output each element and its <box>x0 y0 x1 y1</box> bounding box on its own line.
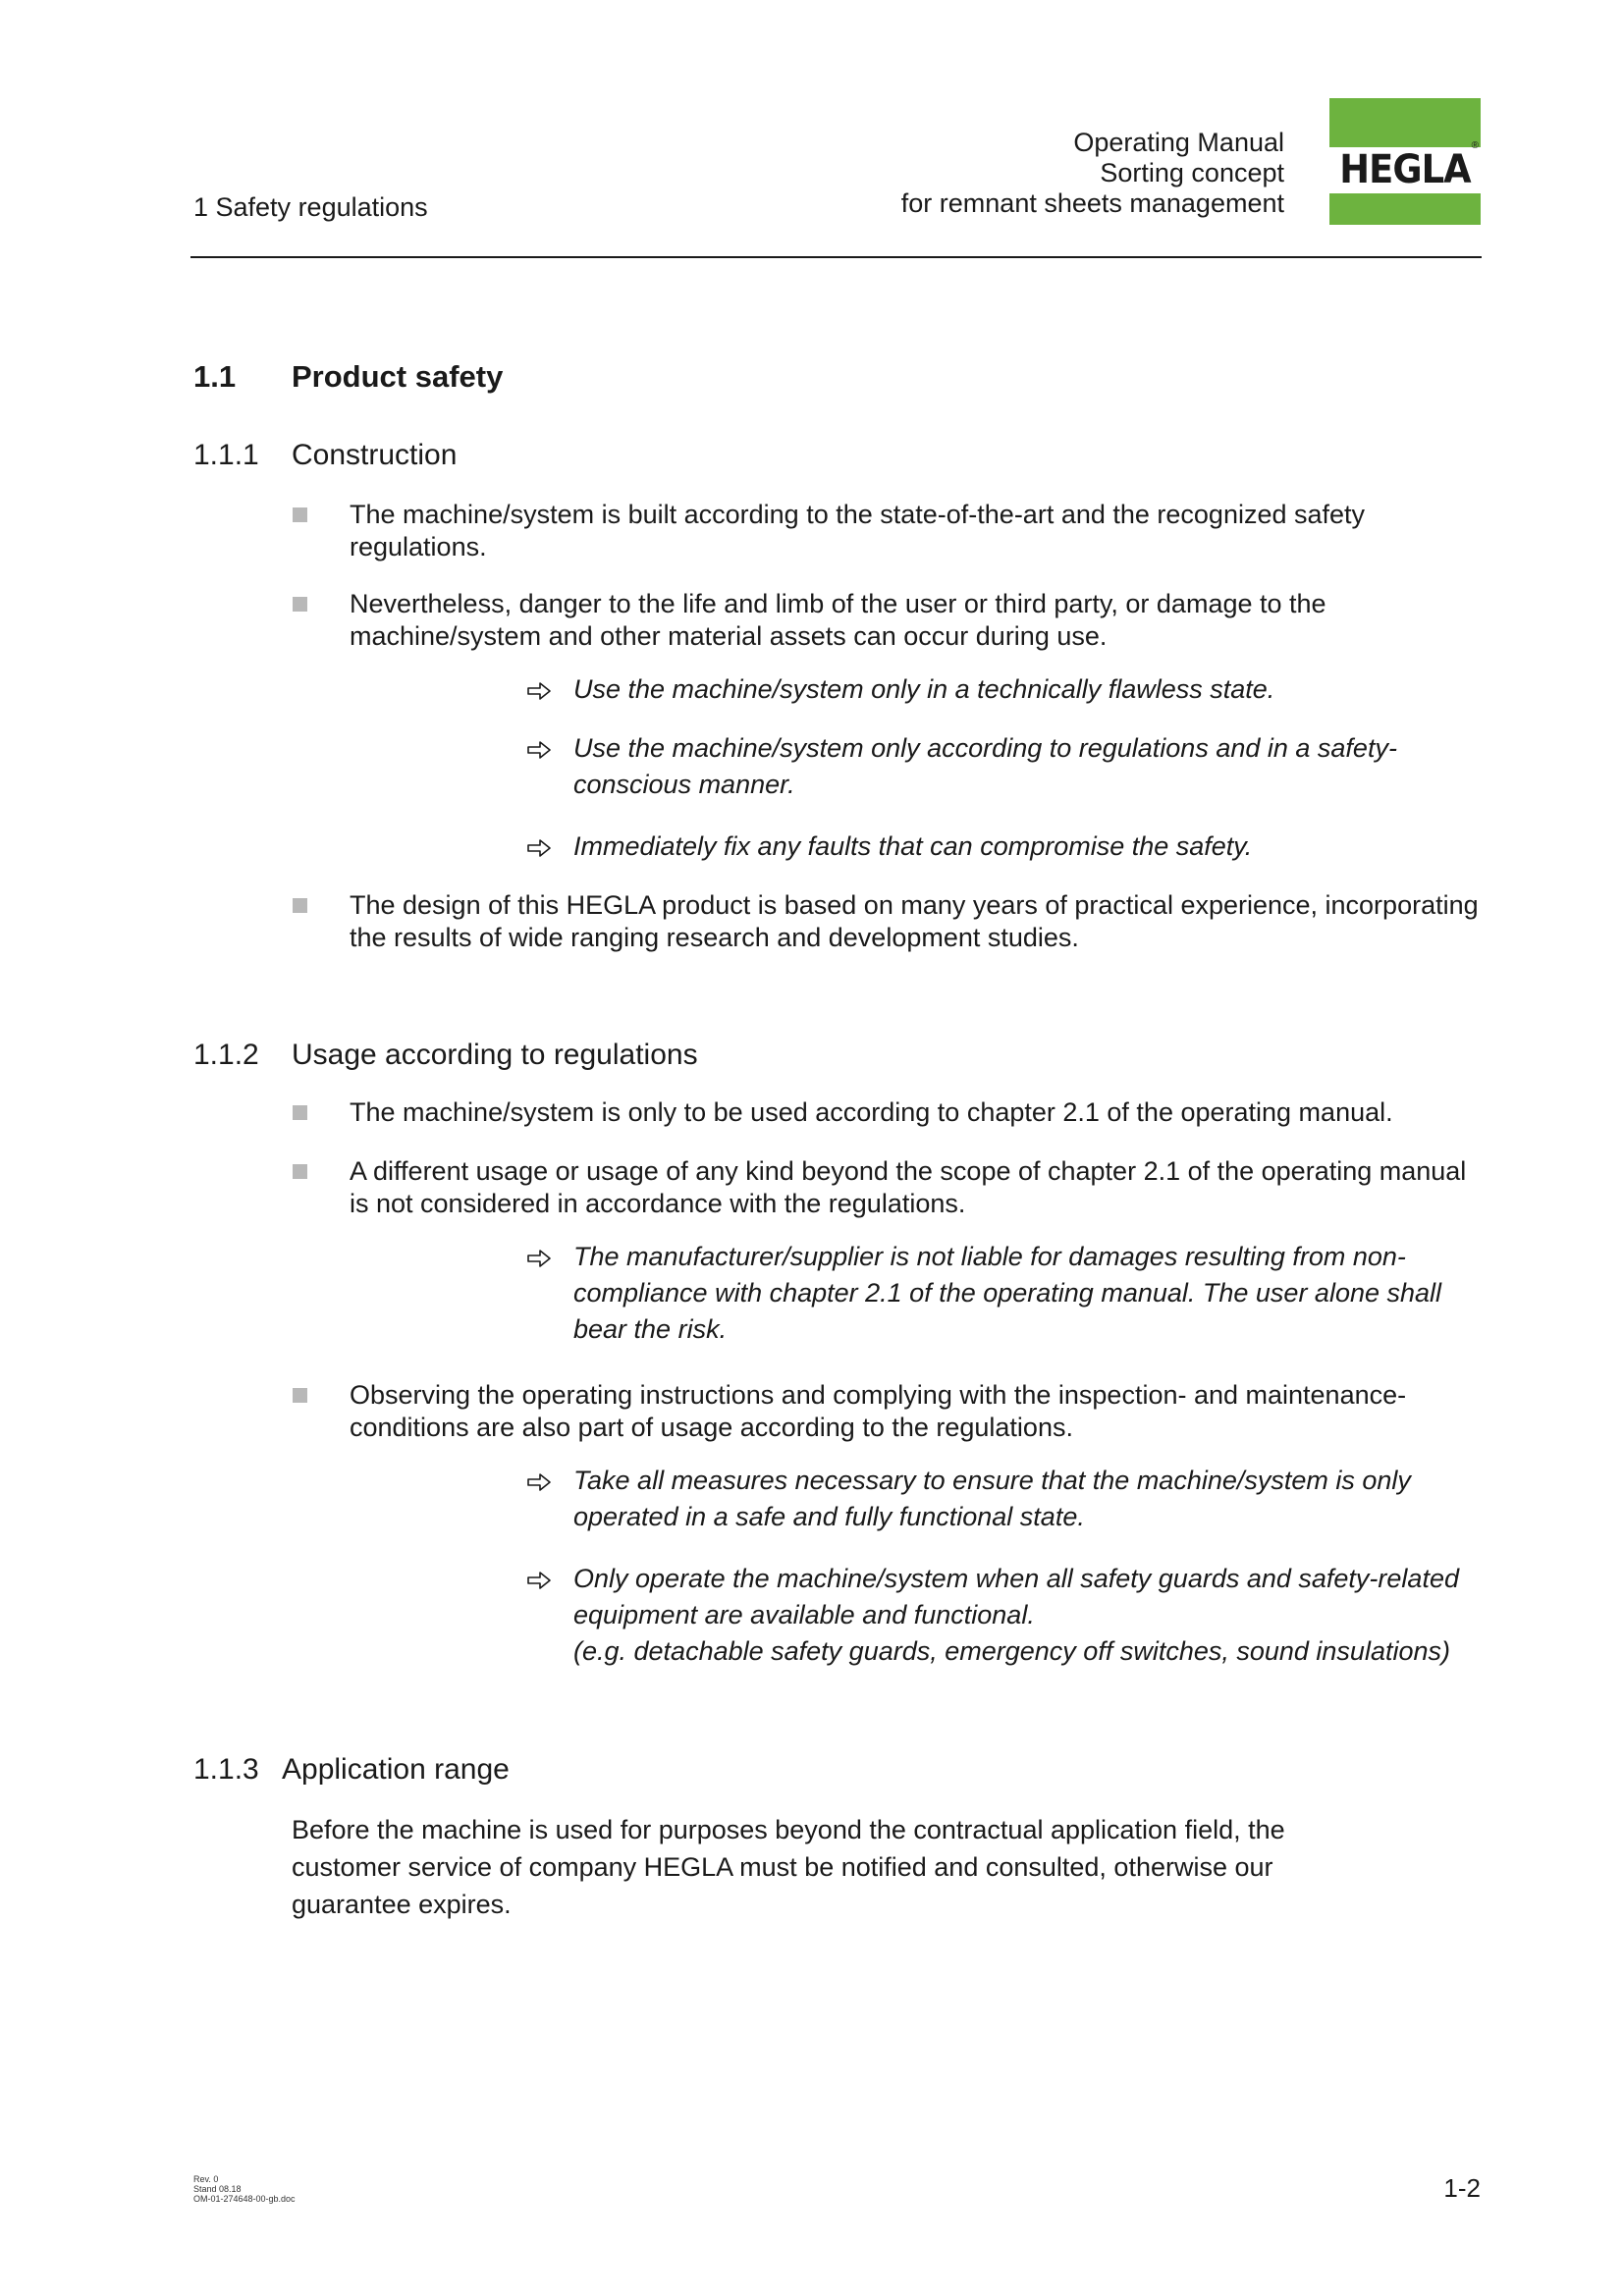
action-item: The manufacturer/supplier is not liable for damages resulting from non-compliance with chapter 2.1 of the operating manual. The user alone shall bear the risk. <box>573 1242 1442 1344</box>
section-title: Construction <box>292 439 458 471</box>
logo-green-bar-bottom <box>1329 193 1481 225</box>
document-title <box>901 128 1284 219</box>
action-item: Take all measures necessary to ensure that the machine/system is only operated in a safe and fully functional state. <box>573 1466 1411 1531</box>
hegla-logo <box>1329 98 1481 225</box>
action-item-note: (e.g. detachable safety guards, emergency off switches, sound insulations) <box>573 1636 1450 1666</box>
arrow-right-icon <box>526 1472 552 1492</box>
arrow-right-icon <box>526 1249 552 1268</box>
body-paragraph: Before the machine is used for purposes beyond the contractual application field, the customer service of company HEGLA must be notified and consulted, otherwise our guarantee expires. <box>292 1815 1285 1919</box>
bullet-square <box>293 1388 307 1403</box>
document-title-line: Sorting concept <box>1100 158 1284 187</box>
bullet-text: A different usage or usage of any kind beyond the scope of chapter 2.1 of the operating manual is not considered in accordance with the regulations. <box>350 1156 1467 1218</box>
bullet-text: The machine/system is built according to the state-of-the-art and the recognized safety regulations. <box>350 500 1366 561</box>
header-divider <box>190 256 1482 258</box>
footer-revision-info <box>193 2174 296 2204</box>
section-number: 1.1.2 <box>193 1039 259 1071</box>
arrow-right-icon <box>526 1571 552 1590</box>
logo-green-bar-top <box>1329 98 1481 147</box>
section-number: 1.1.3 <box>193 1753 259 1786</box>
section-number: 1.1.1 <box>193 439 259 471</box>
bullet-square <box>293 1105 307 1120</box>
footer-meta-line: Stand 08.18 <box>193 2184 242 2194</box>
action-item: Use the machine/system only according to regulations and in a safety-conscious manner. <box>573 733 1397 799</box>
bullet-text: The design of this HEGLA product is based on many years of practical experience, incorporating the results of wide ranging research and development studies. <box>350 890 1479 952</box>
page-number: 1-2 <box>1443 2173 1481 2203</box>
action-item: Use the machine/system only in a technically flawless state. <box>573 674 1275 704</box>
bullet-square <box>293 597 307 612</box>
document-title-line: for remnant sheets management <box>900 188 1284 218</box>
section-title: Usage according to regulations <box>292 1039 698 1071</box>
bullet-text: The machine/system is only to be used according to chapter 2.1 of the operating manual. <box>350 1097 1393 1127</box>
arrow-right-icon <box>526 740 552 760</box>
footer-meta-line: Rev. 0 <box>193 2174 219 2184</box>
logo-wordmark: HEGLA <box>1339 147 1471 192</box>
bullet-text: Nevertheless, danger to the life and limb of the user or third party, or damage to the machine/system and other material assets can occur during use. <box>350 589 1326 651</box>
bullet-square <box>293 1164 307 1179</box>
section-number: 1.1 <box>193 359 237 394</box>
document-title-line: Operating Manual <box>1073 128 1284 157</box>
section-title: Product safety <box>292 359 504 394</box>
section-title: Application range <box>282 1753 510 1786</box>
arrow-right-icon <box>526 681 552 701</box>
registered-mark: ® <box>1471 140 1479 151</box>
bullet-text: Observing the operating instructions and complying with the inspection- and maintenance-conditions are also part of usage according to the regulations. <box>350 1380 1407 1442</box>
bullet-square <box>293 898 307 913</box>
action-item: Only operate the machine/system when all safety guards and safety-related equipment are available and functional. <box>573 1564 1459 1629</box>
action-item: Immediately fix any faults that can compromise the safety. <box>573 831 1253 861</box>
arrow-right-icon <box>526 838 552 858</box>
footer-meta-line: OM-01-274648-00-gb.doc <box>193 2194 296 2204</box>
bullet-square <box>293 507 307 522</box>
header-section-title: 1 Safety regulations <box>193 192 428 222</box>
